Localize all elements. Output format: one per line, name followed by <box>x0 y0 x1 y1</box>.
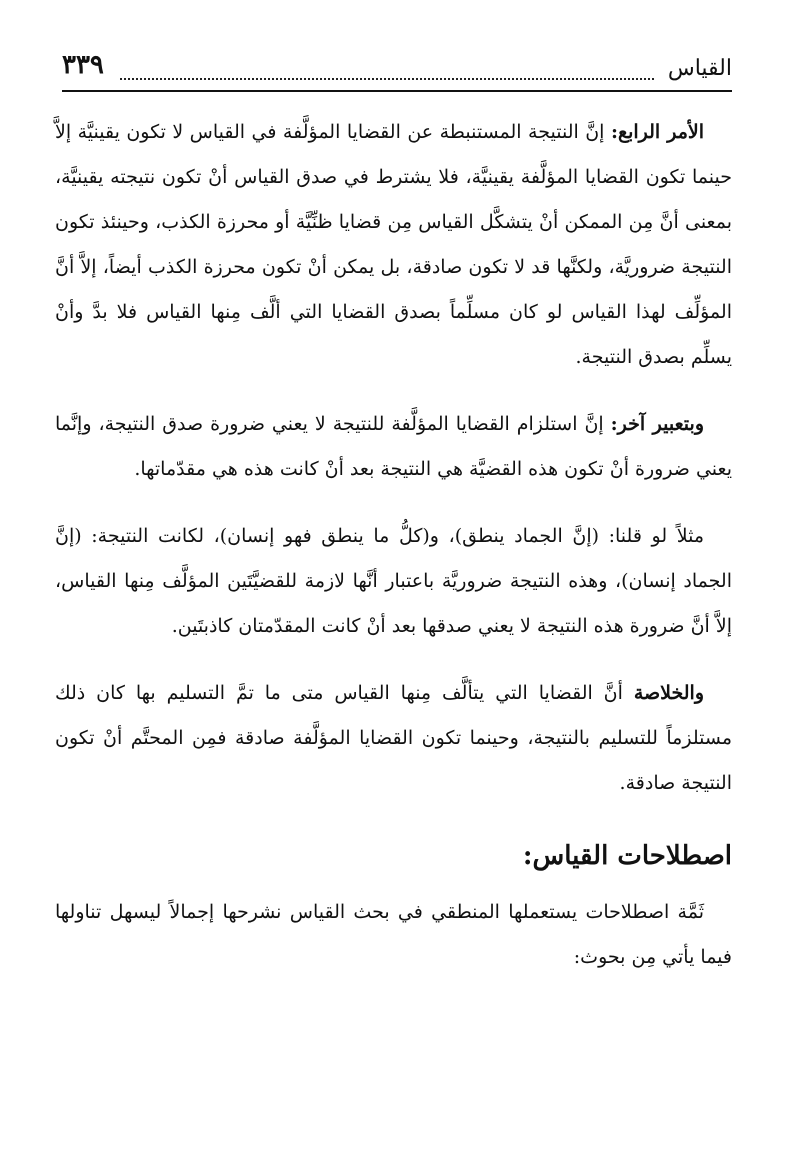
paragraph-text: إنَّ النتيجة المستنبطة عن القضايا المؤلَّفة في القياس لا تكون يقينيَّة إلاَّ حينما تكون القضايا المؤلَّفة يقينيَّة، فلا يشترط في صدق القياس أنْ تكون نتيجته يقينيَّة، بمعنى أنَّ مِن الممكن أنْ يتشكَّل القياس مِن قضايا ظنِّيَّة أو محرزة الكذب، وحينئذ تكون النتيجة ضروريَّة، ولكنَّها قد لا تكون صادقة، بل يمكن أنْ تكون محرزة الكذب أيضاً، إلاَّ أنَّ المؤلِّف لهذا القياس لو كان مسلِّماً بصدق القضايا التي ألَّف مِنها القياس فلا بدَّ وأنْ يسلِّم بصدق النتيجة. <box>55 121 732 368</box>
paragraph-lead: وبتعبير آخر: <box>610 413 704 435</box>
paragraph <box>55 890 732 980</box>
page-number: ٣٣٩ <box>62 50 104 80</box>
paragraph <box>55 671 732 806</box>
paragraph-text: أنَّ القضايا التي يتألَّف مِنها القياس متى ما تمَّ التسليم بها كان ذلك مستلزماً للتسليم بالنتيجة، وحينما تكون القضايا المؤلَّفة صادقة فمِن المحتَّم أنْ تكون النتيجة صادقة. <box>55 682 732 794</box>
paragraph <box>55 402 732 492</box>
paragraph <box>55 110 732 380</box>
paragraph-lead: الأمر الرابع: <box>610 121 705 143</box>
paragraph <box>55 514 732 649</box>
paragraph-text: إنَّ استلزام القضايا المؤلَّفة للنتيجة لا يعني ضرورة صدق النتيجة، وإنَّما يعني ضرورة أنْ تكون هذه القضيَّة هي النتيجة بعد أنْ كانت هذه هي مقدّماتها. <box>55 413 732 480</box>
header-title: القياس <box>667 56 732 81</box>
header-leader-dots <box>120 70 654 80</box>
body-text <box>55 110 732 1002</box>
paragraph-lead: والخلاصة <box>633 682 704 704</box>
paragraph-text: ثَمَّة اصطلاحات يستعملها المنطقي في بحث القياس نشرحها إجمالاً ليسهل تناولها فيما يأتي مِن بحوث: <box>55 901 732 968</box>
running-header <box>62 50 732 92</box>
paragraph-text: مثلاً لو قلنا: (إنَّ الجماد ينطق)، و(كلُّ ما ينطق فهو إنسان)، لكانت النتيجة: (إنَّ الجماد إنسان)، وهذه النتيجة ضروريَّة باعتبار أنَّها لازمة للقضيَّتَين المؤلَّف مِنها القياس، إلاَّ أنَّ ضرورة هذه النتيجة لا يعني صدقها بعد أنْ كانت المقدّمتان كاذبتَين. <box>55 525 732 637</box>
section-heading: اصطلاحات القياس: <box>522 841 732 871</box>
